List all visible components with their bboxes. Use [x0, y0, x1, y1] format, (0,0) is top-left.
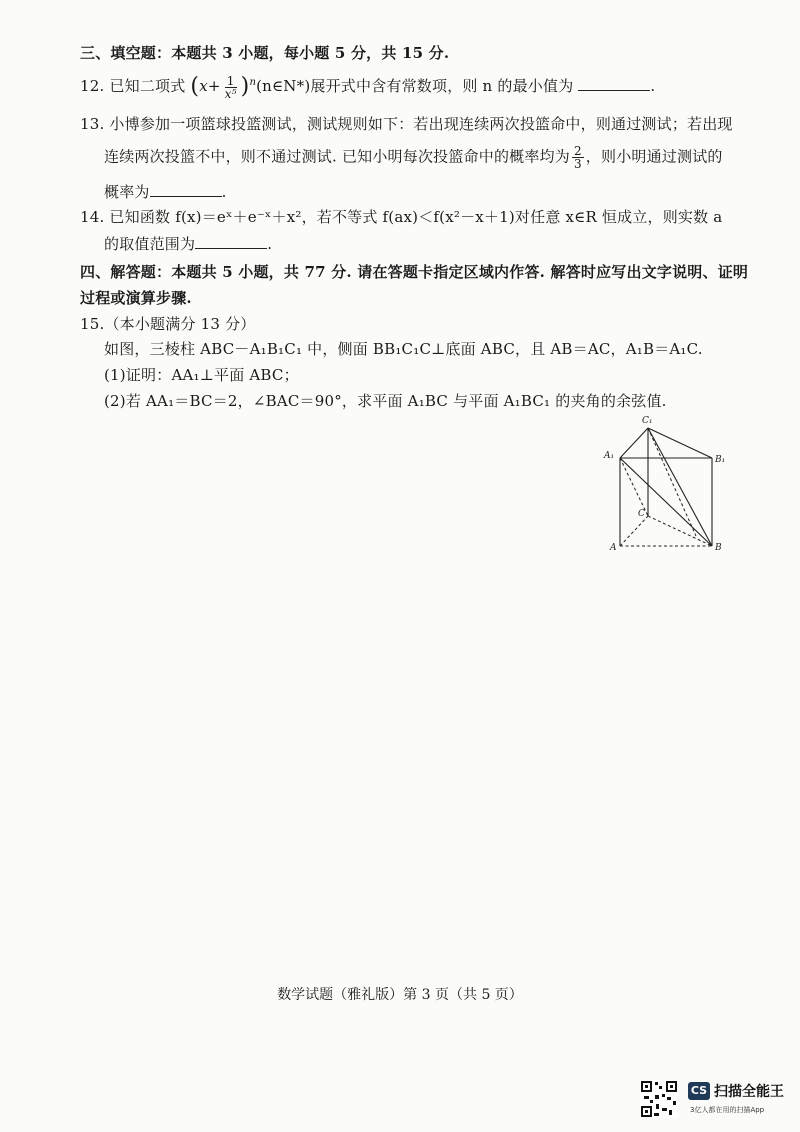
label-A: A	[610, 543, 617, 553]
q13-line2-pre: 连续两次投篮不中，则不通过测试. 已知小明每次投篮命中的概率均为	[104, 147, 570, 166]
edge-C1-A1	[620, 428, 648, 458]
label-B: B	[715, 543, 722, 553]
edge-C1-B	[648, 428, 712, 546]
q15-part1: (1)证明：AA₁⊥平面 ABC；	[104, 366, 299, 384]
q13-line1: 13. 小博参加一项篮球投篮测试，测试规则如下：若出现连续两次投篮命中，则通过测试；若出现	[80, 115, 733, 133]
section4-line2: 过程或演算步骤.	[80, 289, 192, 307]
q12-pre: 已知二项式	[109, 77, 186, 95]
edge-A1-B	[620, 458, 712, 546]
q12-frac-num: 1	[226, 73, 235, 88]
edge-C1-B1	[648, 428, 712, 458]
q15-header: 15.（本小题满分 13 分）	[80, 315, 256, 333]
edge-C-B	[648, 516, 712, 546]
q14-answer-blank	[195, 233, 267, 249]
q12-frac-den: x⁵	[224, 86, 237, 101]
q13-end: .	[221, 183, 227, 201]
q15-stem: 如图，三棱柱 ABC－A₁B₁C₁ 中，侧面 BB₁C₁C⊥底面 ABC，且 AB＝AC，A₁B＝A₁C.	[104, 340, 703, 358]
label-A1: A₁	[604, 451, 615, 461]
section3-heading: 三、填空题：本题共 3 小题，每小题 5 分，共 15 分.	[80, 44, 450, 62]
q13-fraction	[572, 145, 584, 170]
label-C1: C₁	[642, 416, 653, 426]
q13-line3-text: 概率为	[104, 183, 150, 201]
q14-end: .	[267, 235, 273, 253]
q14-line1: 14. 已知函数 f(x)＝eˣ＋e⁻ˣ＋x²，若不等式 f(ax)＜f(x²－x＋1)对任意 x∈R 恒成立，则实数 a	[80, 208, 723, 226]
scanner-tagline: 3亿人都在用的扫描App	[690, 1106, 765, 1114]
q13-line2-post: ，则小明通过测试的	[585, 147, 723, 166]
scanner-logo-icon: CS	[688, 1082, 710, 1100]
q13-line2	[104, 145, 723, 170]
q13-answer-blank	[150, 181, 222, 197]
q13-frac-num: 2	[573, 144, 582, 158]
label-B1: B₁	[715, 455, 726, 465]
q13-frac-den: 3	[573, 157, 582, 171]
q12-paren-close: )	[240, 74, 250, 99]
q14-line2-text: 的取值范围为	[104, 235, 196, 253]
q12-end: .	[650, 77, 656, 95]
q12-fraction	[223, 75, 239, 100]
q12-plus: +	[207, 77, 221, 95]
q12-condition: (n∈N*)	[256, 77, 311, 95]
q14-line2	[104, 233, 272, 255]
page-footer: 数学试题（雅礼版）第 3 页（共 5 页）	[277, 987, 523, 1003]
scanner-name: 扫描全能王	[714, 1084, 784, 1100]
prism-figure	[600, 408, 740, 558]
q12-x: x	[199, 77, 208, 95]
q12-number: 12.	[80, 77, 105, 95]
qr-code-icon	[640, 1080, 678, 1118]
label-C: C	[638, 509, 645, 519]
q13-line3	[104, 181, 227, 203]
q12-post: 展开式中含有常数项，则 n 的最小值为	[310, 77, 574, 95]
edge-A1-C	[620, 458, 648, 516]
q15-part2: (2)若 AA₁＝BC＝2，∠BAC＝90°，求平面 A₁BC 与平面 A₁BC₁ 的夹角的余弦值.	[104, 392, 667, 410]
section4-line1: 四、解答题：本题共 5 小题，共 77 分. 请在答题卡指定区域内作答. 解答时应写出文字说明、证明	[80, 263, 749, 281]
question-12	[80, 72, 655, 100]
q12-answer-blank	[578, 75, 650, 91]
q12-exponent: n	[249, 77, 257, 88]
edge-A-C	[620, 516, 648, 546]
scanner-watermark	[688, 1080, 793, 1120]
q12-paren-open: (	[190, 74, 200, 99]
